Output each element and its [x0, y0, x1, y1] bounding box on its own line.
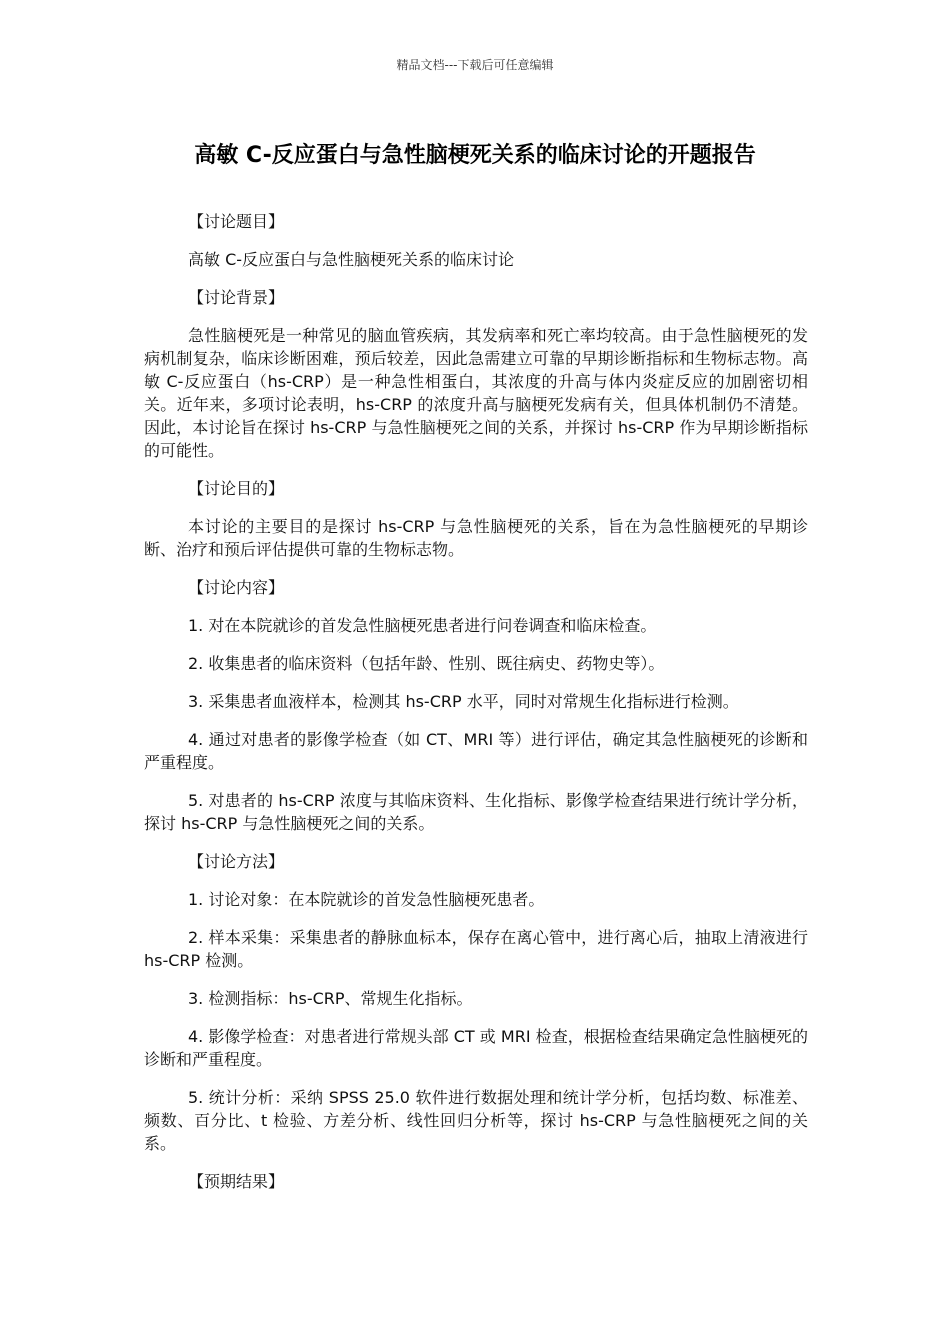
background-text: 急性脑梗死是一种常见的脑血管疾病，其发病率和死亡率均较高。由于急性脑梗死的发病机制复杂，临床诊断困难，预后较差，因此急需建立可靠的早期诊断指标和生物标志物。高敏 C-反应蛋白（hs-CRP）是一种急性相蛋白，其浓度的升高与体内炎症反应的加剧密切相关。近年来，多项讨论表明，hs-CRP 的浓度升高与脑梗死发病有关，但具体机制仍不清楚。因此，本讨论旨在探讨 hs-CRP 与急性脑梗死之间的关系，并探讨 hs-CRP 作为早期诊断指标的可能性。: [144, 326, 808, 460]
method-item: 5. 统计分析：采纳 SPSS 25.0 软件进行数据处理和统计学分析，包括均数、标准差、频数、百分比、t 检验、方差分析、线性回归分析等，探讨 hs-CRP 与急性脑梗死之间的关系。: [144, 1088, 808, 1153]
page-header-note: 精品文档---下载后可任意编辑: [396, 58, 554, 72]
section-heading-content: 【讨论内容】: [188, 578, 285, 597]
section-heading-background: 【讨论背景】: [188, 288, 285, 307]
document-body: [144, 210, 808, 1208]
method-item: 3. 检测指标：hs-CRP、常规生化指标。: [188, 989, 473, 1008]
purpose-text: 本讨论的主要目的是探讨 hs-CRP 与急性脑梗死的关系，旨在为急性脑梗死的早期诊断、治疗和预后评估提供可靠的生物标志物。: [144, 517, 808, 559]
content-item: 5. 对患者的 hs-CRP 浓度与其临床资料、生化指标、影像学检查结果进行统计学分析，探讨 hs-CRP 与急性脑梗死之间的关系。: [144, 791, 808, 833]
content-item: 1. 对在本院就诊的首发急性脑梗死患者进行问卷调查和临床检查。: [188, 616, 657, 635]
content-item: 3. 采集患者血液样本，检测其 hs-CRP 水平，同时对常规生化指标进行检测。: [188, 692, 739, 711]
method-item: 1. 讨论对象：在本院就诊的首发急性脑梗死患者。: [188, 890, 545, 909]
section-heading-topic: 【讨论题目】: [188, 212, 285, 231]
section-heading-expected-results: 【预期结果】: [188, 1172, 285, 1191]
section-heading-purpose: 【讨论目的】: [188, 479, 285, 498]
method-item: 4. 影像学检查：对患者进行常规头部 CT 或 MRI 检查，根据检查结果确定急性脑梗死的诊断和严重程度。: [144, 1027, 808, 1069]
content-item: 2. 收集患者的临床资料（包括年龄、性别、既往病史、药物史等）。: [188, 654, 665, 673]
method-item: 2. 样本采集：采集患者的静脉血标本，保存在离心管中，进行离心后，抽取上清液进行 hs-CRP 检测。: [144, 928, 808, 970]
topic-text: 高敏 C-反应蛋白与急性脑梗死关系的临床讨论: [188, 250, 515, 269]
document-title: 高敏 C-反应蛋白与急性脑梗死关系的临床讨论的开题报告: [194, 143, 756, 168]
content-item: 4. 通过对患者的影像学检查（如 CT、MRI 等）进行评估，确定其急性脑梗死的诊断和严重程度。: [144, 730, 808, 772]
section-heading-methods: 【讨论方法】: [188, 852, 285, 871]
